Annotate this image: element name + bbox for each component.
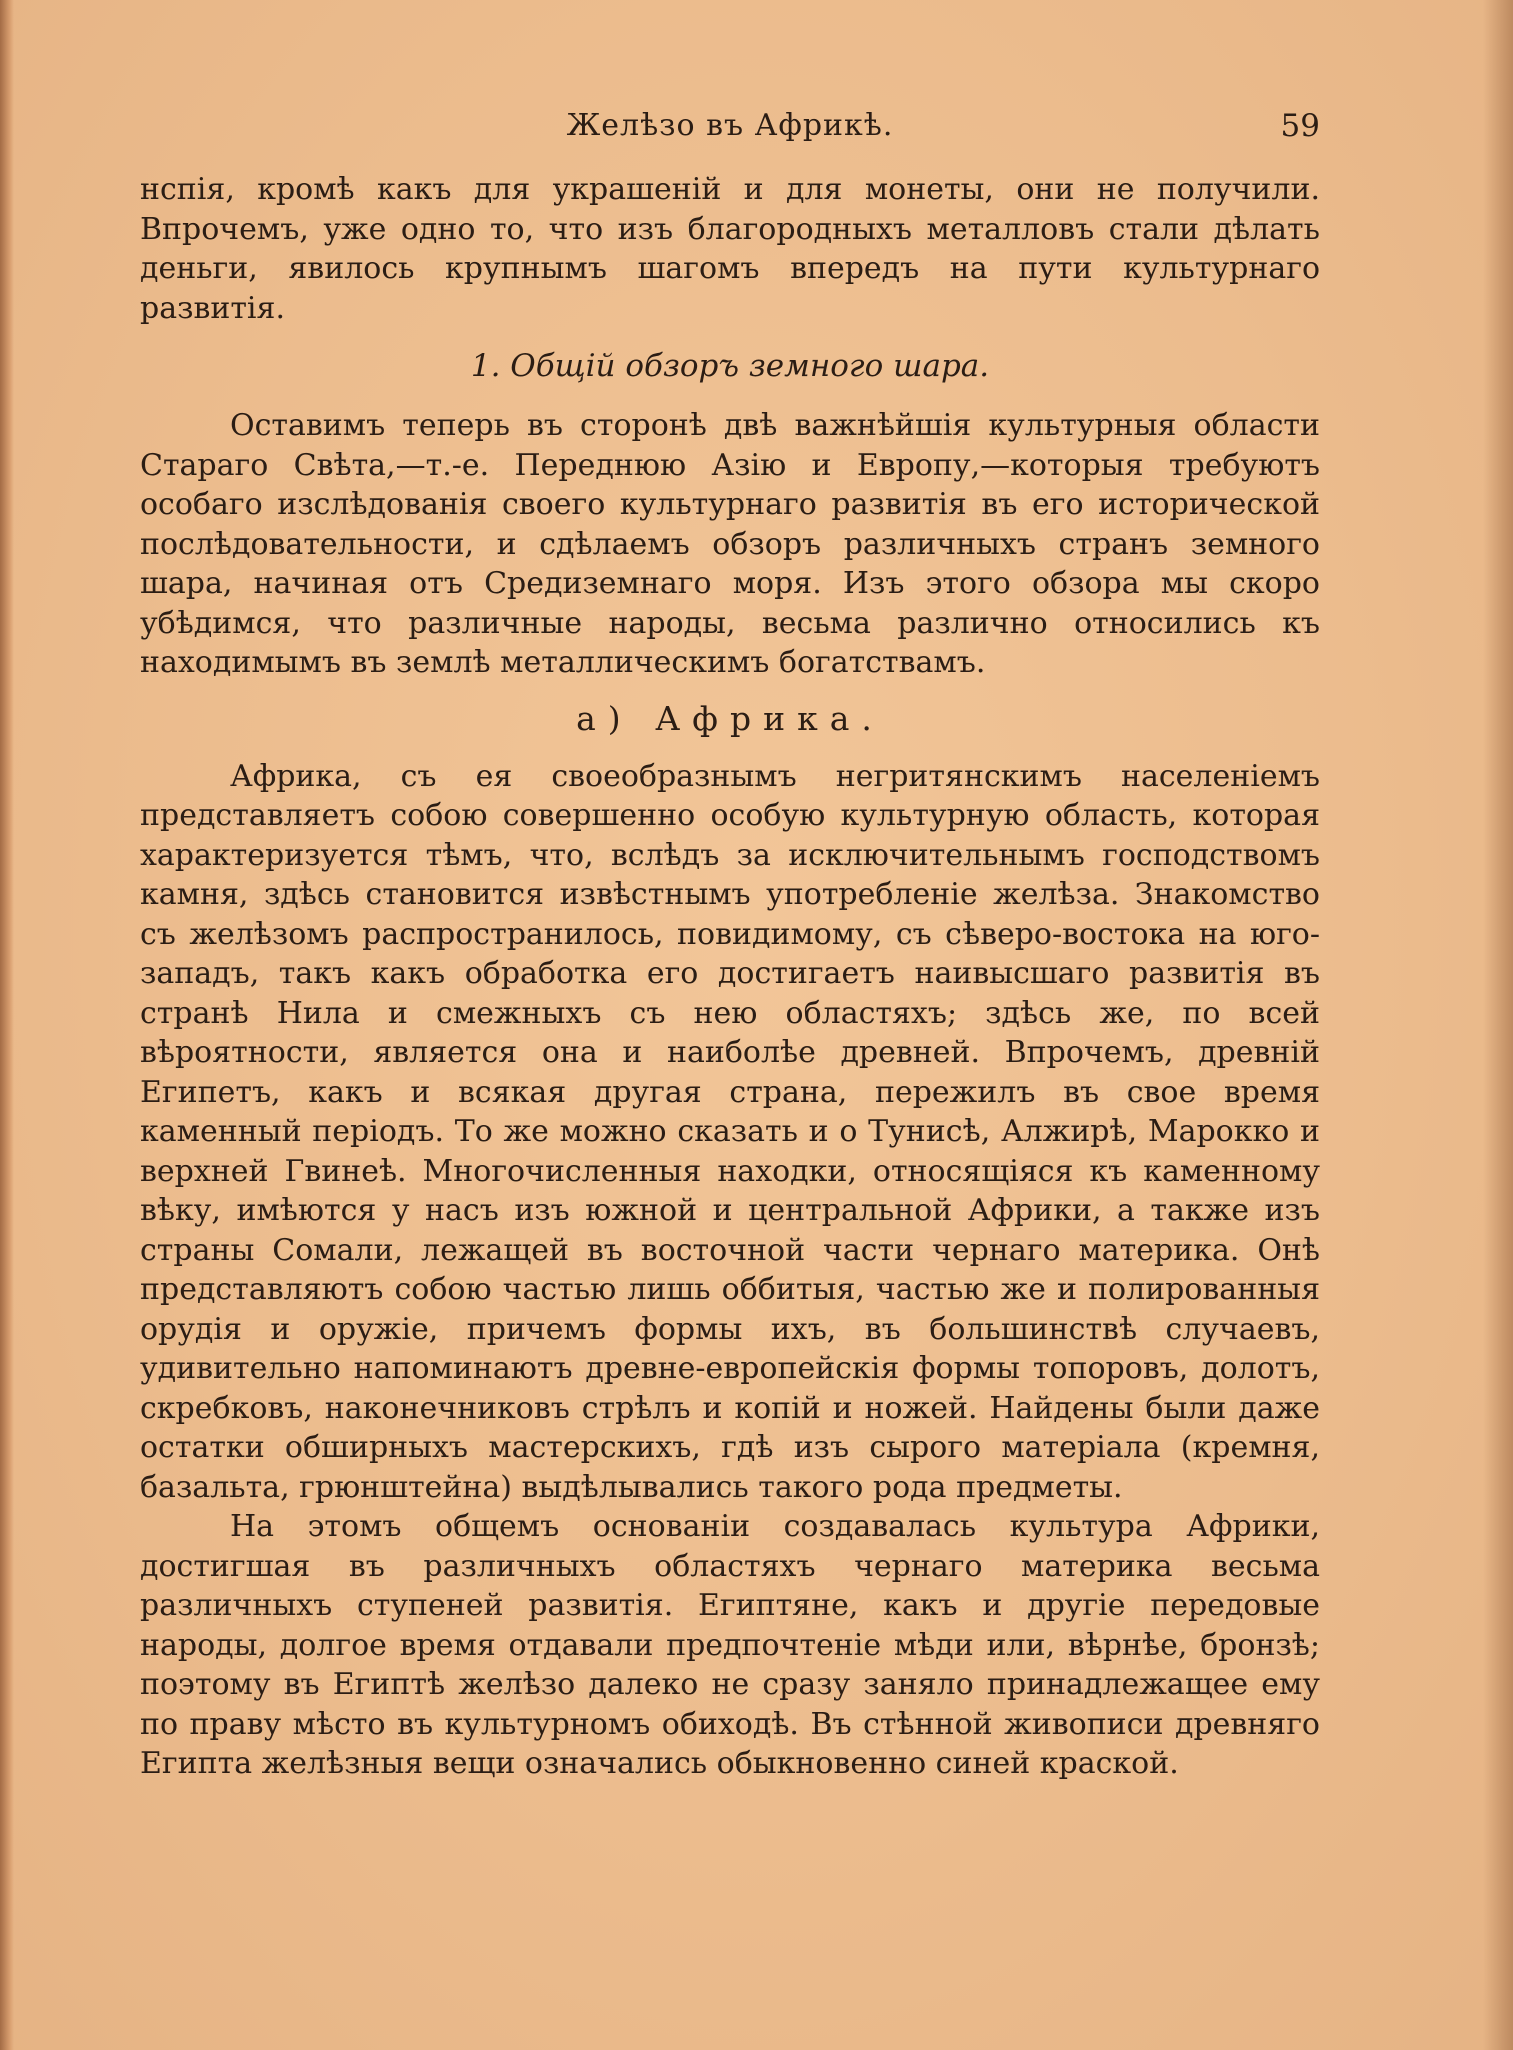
paragraph-egypt: На этомъ общемъ основаніи создавалась культура Африки, достигшая въ различныхъ областяхъ чернаго материка весьма различныхъ ступеней развитія. Египтяне, какъ и другіе передовые народы, долгое время отдавали предпочтеніе мѣди или, вѣрнѣе, бронзѣ; поэтому въ Египтѣ желѣзо далеко не сразу заняло принадлежащее ему по праву мѣсто въ культурномъ обиходѣ. Въ стѣнной живописи древняго Египта желѣзныя вещи означались обыкновенно синей краской. — [140, 1509, 1320, 1781]
page-number: 59 — [1280, 108, 1320, 144]
page-content — [140, 170, 1320, 1784]
paragraph-overview: Оставимъ теперь въ сторонѣ двѣ важнѣйшія культурныя области Стараго Свѣта,—т.-е. Переднюю Азію и Европу,—которыя требуютъ особаго изслѣдованія своего культурнаго развитія въ его исторической послѣдовательности, и сдѣлаемъ обзоръ различныхъ странъ земного шара, начиная отъ Средиземнаго моря. Изъ этого обзора мы скоро убѣдимся, что различные народы, весьма различно относились къ находимымъ въ землѣ металлическимъ богатствамъ. — [140, 408, 1320, 680]
subsection-heading: а) Африка. — [576, 698, 884, 738]
page-right-edge — [1483, 0, 1513, 2050]
paragraph-continuation: нспія, кромѣ какъ для украшеній и для монеты, они не получили. Впрочемъ, уже одно то, что изъ благородныхъ металловъ стали дѣлать деньги, явилось крупнымъ шагомъ впередъ на пути культурнаго развитія. — [140, 172, 1320, 326]
paragraph-africa: Африка, съ ея своеобразнымъ негритянскимъ населеніемъ представляетъ собою совершенно особую культурную область, которая характеризуется тѣмъ, что, вслѣдъ за исключительнымъ господствомъ камня, здѣсь становится извѣстнымъ употребленіе желѣза. Знакомство съ желѣзомъ распространилось, повидимому, съ сѣверо-востока на юго-западъ, такъ какъ обработка его достигаетъ наивысшаго развитія въ странѣ Нила и смежныхъ съ нею областяхъ; здѣсь же, по всей вѣроятности, является она и наиболѣе древней. Впрочемъ, древній Египетъ, какъ и всякая другая страна, пережилъ въ свое время каменный періодъ. То же можно сказать и о Тунисѣ, Алжирѣ, Марокко и верхней Гвинеѣ. Многочисленныя находки, относящіяся къ каменному вѣку, имѣются у насъ изъ южной и центральной Африки, а также изъ страны Сомали, лежащей въ восточной части чернаго материка. Онѣ представляютъ собою частью лишь оббитыя, частью же и полированныя орудія и оружіе, причемъ формы ихъ, въ большинствѣ случаевъ, удивительно напоминаютъ древне-европейскія формы топоровъ, долотъ, скребковъ, наконечниковъ стрѣлъ и копій и ножей. Найдены были даже остатки обширныхъ мастерскихъ, гдѣ изъ сырого матеріала (кремня, базальта, грюнштейна) выдѣлывались такого рода предметы. — [140, 758, 1320, 1505]
section-heading: 1. Общій обзоръ земного шара. — [470, 348, 990, 384]
page-left-edge — [0, 0, 14, 2050]
running-head: Желѣзо въ Африкѣ. — [566, 108, 894, 143]
page-header — [140, 108, 1320, 148]
